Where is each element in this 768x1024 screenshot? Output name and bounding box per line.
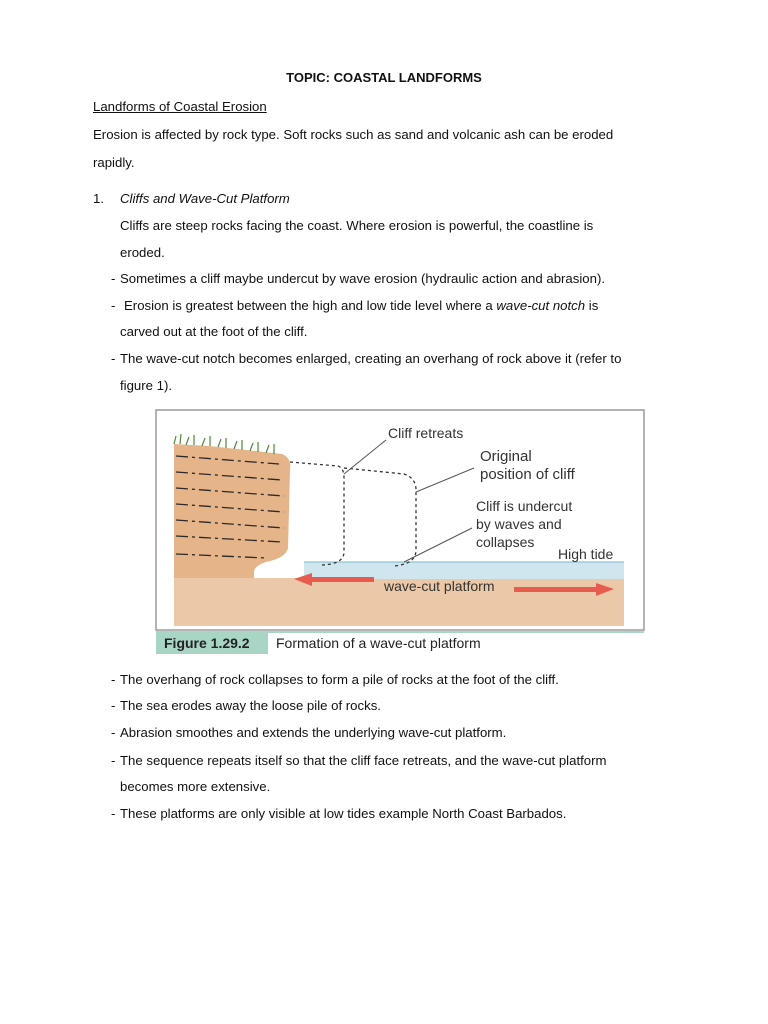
label-undercut-1: Cliff is undercut [476, 498, 573, 514]
section-heading: Landforms of Coastal Erosion [93, 99, 267, 114]
label-original-2: position of cliff [480, 466, 575, 483]
label-high-tide: High tide [558, 546, 614, 562]
bullet-dash: - [111, 351, 116, 366]
sea [304, 562, 624, 579]
intro-line-2: rapidly. [93, 155, 135, 170]
bullet-overhang-line-2: figure 1). [120, 378, 173, 393]
label-platform: wave-cut platform [384, 578, 495, 594]
bullet-notch-line-1 [124, 298, 598, 314]
page-title: TOPIC: COASTAL LANDFORMS [286, 70, 482, 85]
bullet-dash: - [111, 271, 116, 286]
caption-number: Figure 1.29.2 [164, 635, 250, 651]
bullet-sequence-line-1: The sequence repeats itself so that the cliff face retreats, and the wave-cut platform [120, 753, 607, 768]
bullet-overhang-line-1: The wave-cut notch becomes enlarged, creating an overhang of rock above it (refer to [120, 351, 622, 366]
bullet-notch-line-2: carved out at the foot of the cliff. [120, 324, 308, 339]
caption-text: Formation of a wave-cut platform [276, 635, 481, 651]
item-number: 1. [93, 191, 104, 206]
bullet-notch-pre: Erosion is greatest between the high and low tide level where a [124, 298, 497, 313]
bullet-abrasion: Abrasion smoothes and extends the underlying wave-cut platform. [120, 725, 507, 740]
wave-cut-platform-figure [154, 408, 646, 656]
bullet-low-tides: These platforms are only visible at low tides example North Coast Barbados. [120, 806, 567, 821]
bullet-sequence-line-2: becomes more extensive. [120, 779, 271, 794]
label-cliff-retreats: Cliff retreats [388, 425, 464, 441]
label-undercut-3: collapses [476, 534, 535, 550]
label-original-1: Original [480, 448, 532, 465]
bullet-collapse: The overhang of rock collapses to form a pile of rocks at the foot of the cliff. [120, 672, 559, 687]
bullet-sea-erodes: The sea erodes away the loose pile of rocks. [120, 698, 381, 713]
bullet-notch-post: is [585, 298, 599, 313]
intro-line-1: Erosion is affected by rock type. Soft rocks such as sand and volcanic ash can be eroded [93, 127, 614, 142]
bullet-dash: - [111, 698, 116, 713]
bullet-dash: - [111, 753, 116, 768]
item-description-line-1: Cliffs are steep rocks facing the coast. Where erosion is powerful, the coastline is [120, 218, 594, 233]
bullet-dash: - [111, 725, 116, 740]
label-undercut-2: by waves and [476, 516, 562, 532]
bullet-dash: - [111, 672, 116, 687]
item-description-line-2: eroded. [120, 245, 165, 260]
bullet-dash: - [111, 806, 116, 821]
item-heading: Cliffs and Wave-Cut Platform [120, 191, 290, 206]
bullet-dash: - [111, 298, 116, 313]
bullet-notch-emphasis: wave-cut notch [496, 298, 586, 313]
bullet-undercut: Sometimes a cliff maybe undercut by wave erosion (hydraulic action and abrasion). [120, 271, 606, 286]
